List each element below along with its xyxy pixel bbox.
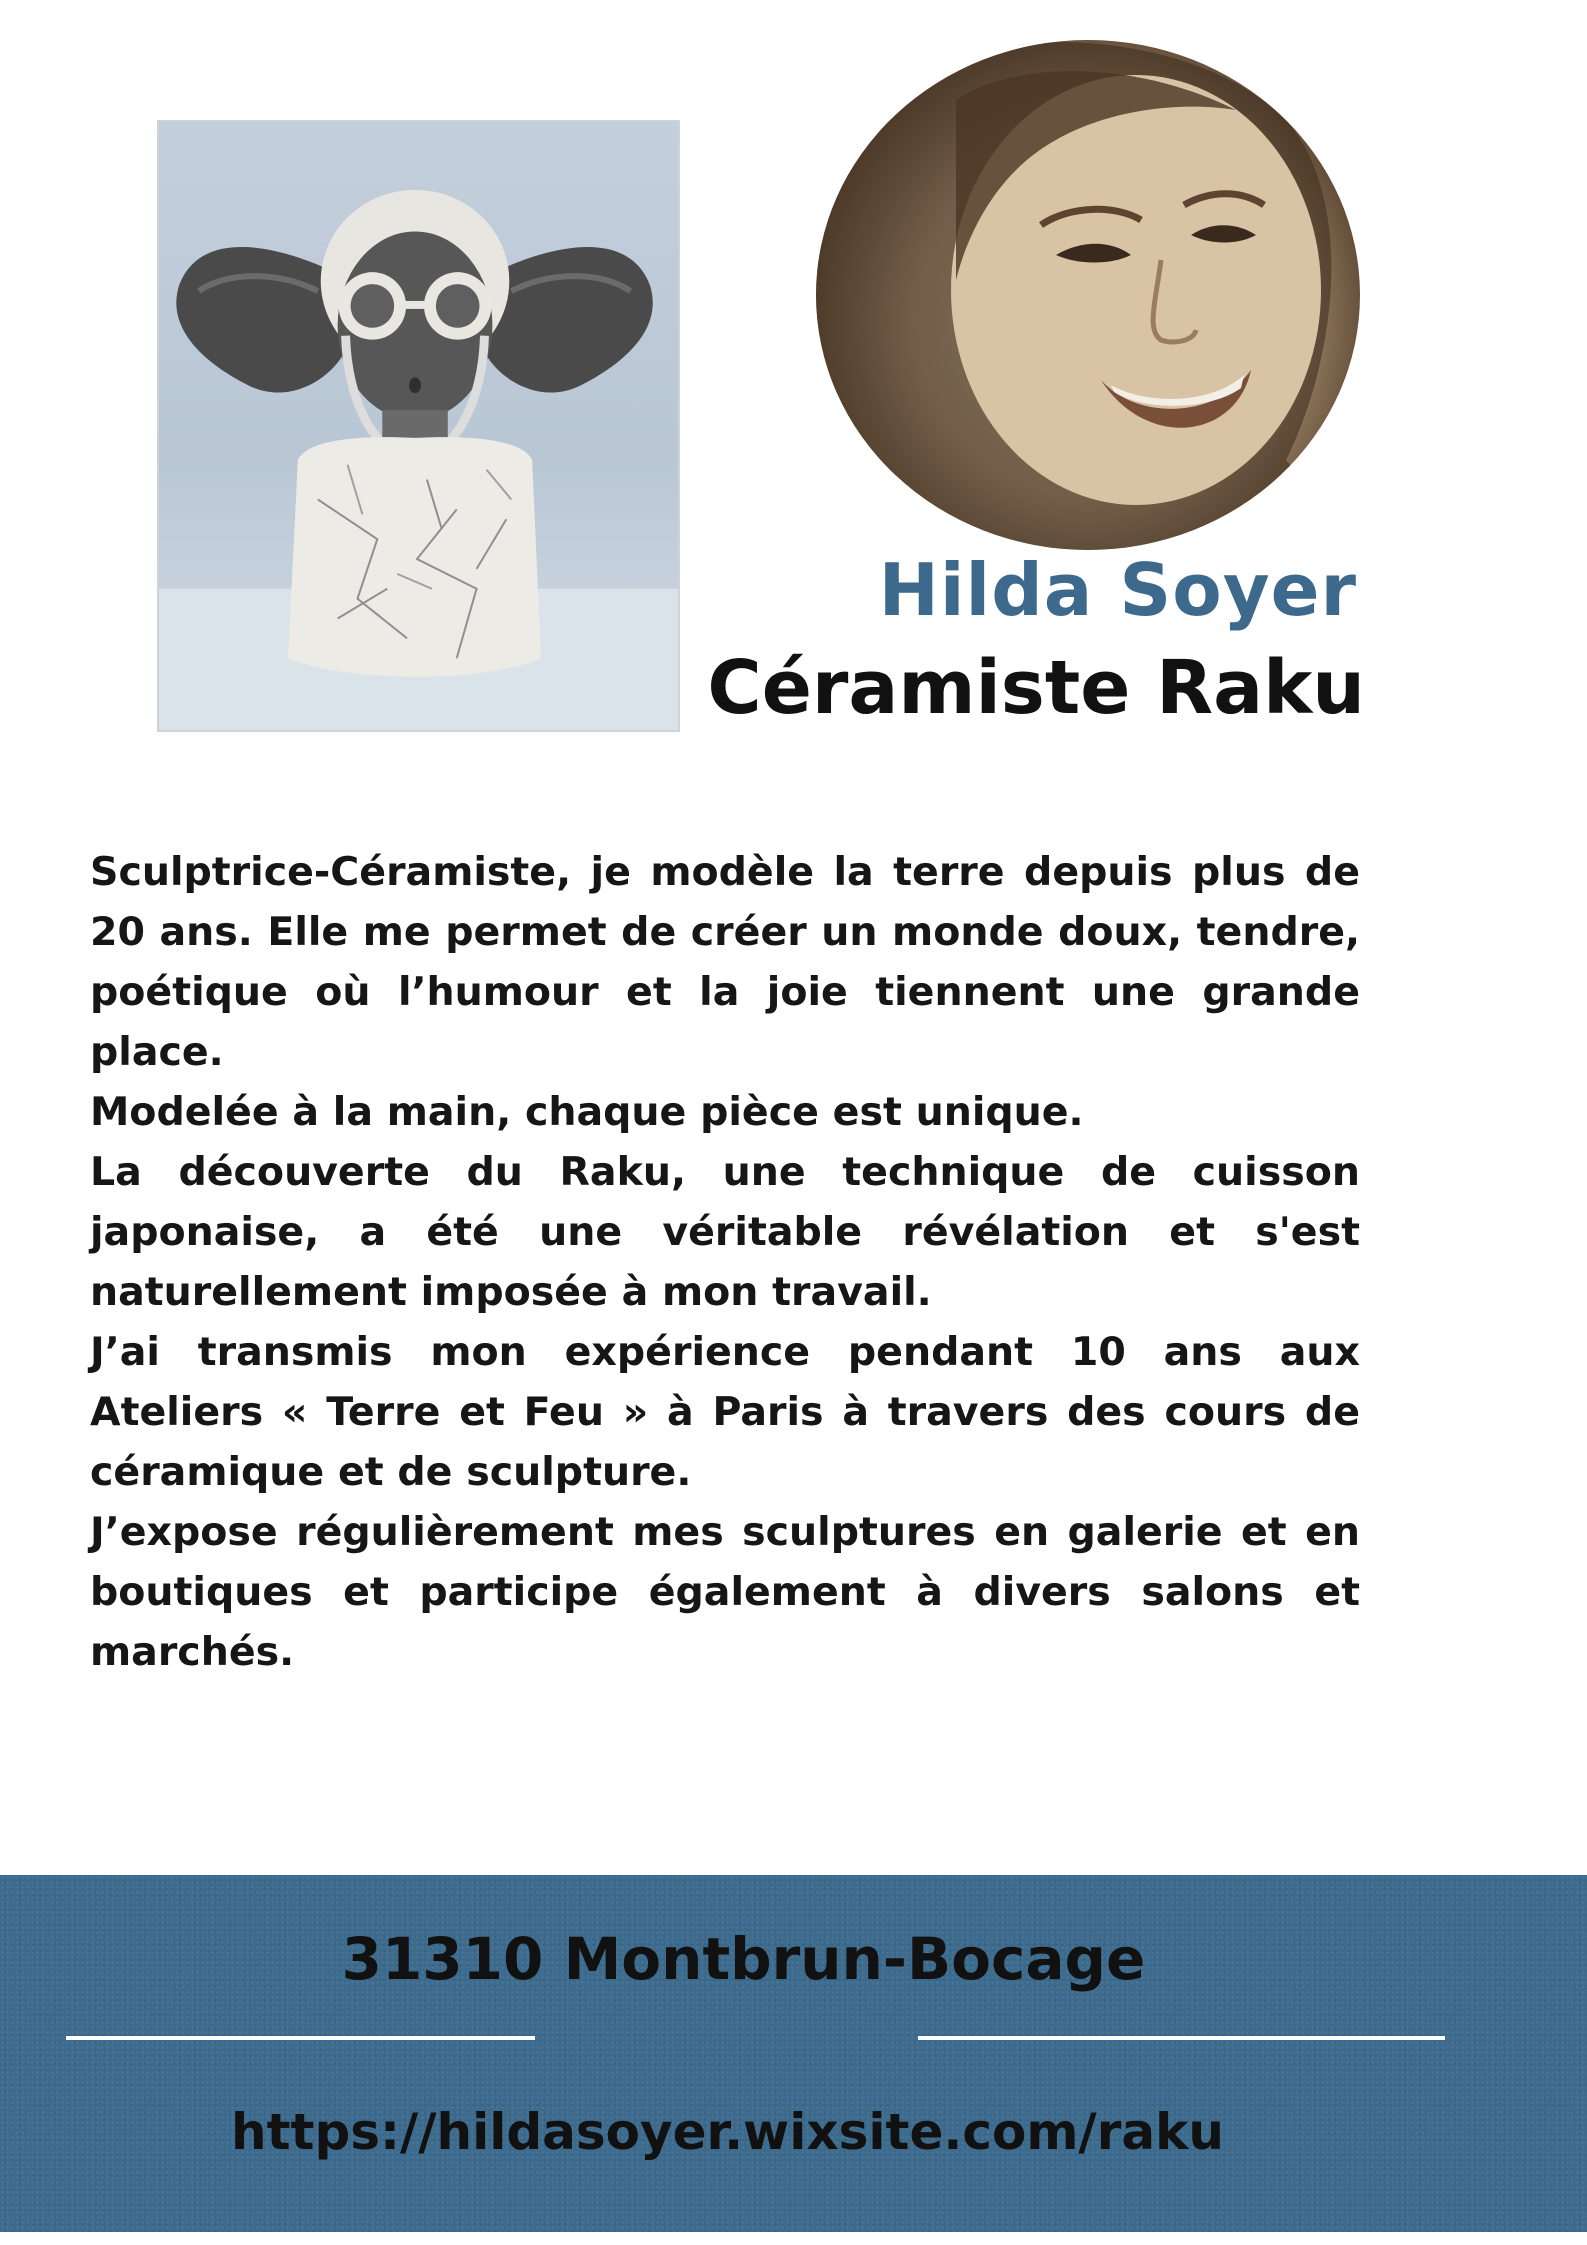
footer-band	[0, 1875, 1587, 2232]
divider-right	[918, 2036, 1445, 2040]
bio-paragraph: J’expose régulièrement mes sculptures en galerie et en boutiques et participe également à divers salons et marchés.	[90, 1509, 1360, 1675]
sculpture-photo	[157, 120, 680, 732]
bio-paragraph: J’ai transmis mon expérience pendant 10 ans aux Ateliers « Terre et Feu » à Paris à travers des cours de céramique et de sculpture.	[90, 1329, 1360, 1495]
bio-paragraph: Sculptrice-Céramiste, je modèle la terre depuis plus de 20 ans. Elle me permet de créer un monde doux, tendre, poétique où l’humour et la joie tiennent une grande place.	[90, 849, 1360, 1075]
divider-left	[66, 2036, 535, 2040]
portrait-photo	[816, 40, 1360, 550]
website-link[interactable]: https://hildasoyer.wixsite.com/raku	[231, 2103, 1224, 2161]
bio-text	[90, 842, 1360, 1682]
artist-title: Céramiste Raku	[707, 645, 1365, 731]
bio-paragraph: La découverte du Raku, une technique de cuisson japonaise, a été une véritable révélation et s'est naturellement imposée à mon travail.	[90, 1149, 1360, 1315]
artist-name: Hilda Soyer	[878, 548, 1357, 632]
address: 31310 Montbrun-Bocage	[341, 1925, 1146, 1993]
bio-paragraph: Modelée à la main, chaque pièce est unique.	[90, 1089, 1084, 1135]
